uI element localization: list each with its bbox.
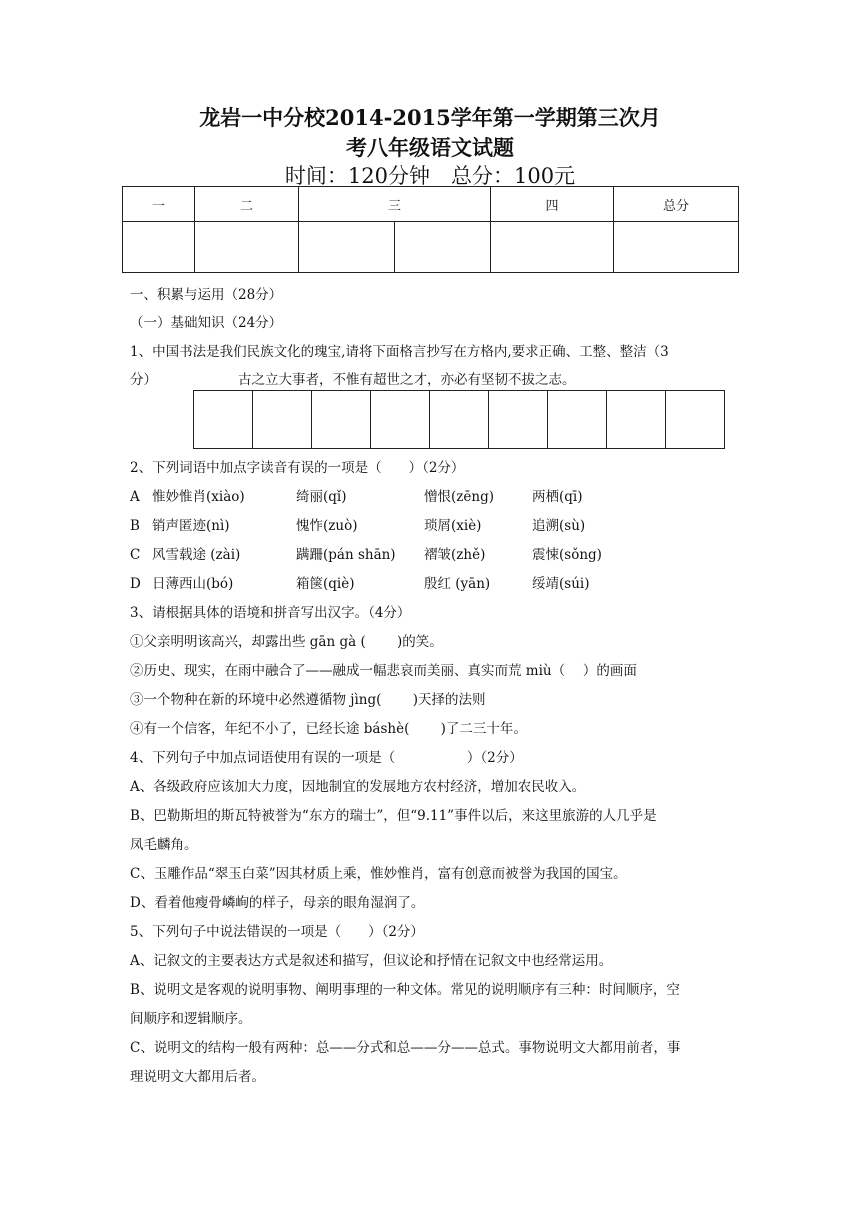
q4-option-b: B、巴勒斯坦的斯瓦特被誉为“东方的瑞士”，但“9.11”事件以后，来这里旅游的人几乎是 [130,808,657,824]
score-table [122,186,739,273]
score-header-total: 总分 [614,187,739,222]
q3-item-1: ①父亲明明该高兴，却露出些 gān gà ( )的笑。 [130,634,443,650]
option-label: D [130,576,141,592]
q5-stem: 5、下列句子中说法错误的一项是（ ）（2分） [130,924,424,940]
q2-stem: 2、下列词语中加点字读音有误的一项是（ ）（2分） [130,460,465,476]
grid-box[interactable] [252,390,312,449]
exam-title-line2: 考八年级语文试题 [346,135,514,160]
q5-option-c: C、说明文的结构一般有两种：总——分式和总——分——总式。事物说明文大都用前者，事 [130,1040,681,1056]
score-cell[interactable] [395,222,491,273]
grid-box[interactable] [193,390,253,449]
grid-box[interactable] [547,390,607,449]
score-cell[interactable] [614,222,739,273]
q4-option-c: C、玉雕作品“翠玉白菜”因其材质上乘，惟妙惟肖，富有创意而被誉为我国的国宝。 [130,866,627,882]
time-info: 时间：120分钟 总分：100元 [284,164,576,188]
option-item: 风雪载途 (zài) [152,547,241,563]
option-item: 殷红 (yān) [424,576,491,592]
q4-option-b-cont: 凤毛麟角。 [130,837,198,853]
grid-box[interactable] [429,390,489,449]
grid-box[interactable] [311,390,371,449]
option-item: 惟妙惟肖(xiào) [152,489,245,505]
option-item: 两栖(qī) [532,489,583,505]
score-cell[interactable] [195,222,299,273]
score-cell[interactable] [491,222,614,273]
q3-stem: 3、请根据具体的语境和拼音写出汉字。（4分） [130,605,411,621]
option-item: 绮丽(qǐ) [296,489,347,505]
option-label: B [130,518,140,534]
q5-option-c-cont: 理说明文大都用后者。 [130,1069,265,1085]
q5-option-a: A、记叙文的主要表达方式是叙述和描写，但议论和抒情在记叙文中也经常运用。 [130,953,613,969]
option-item: 日薄西山(bó) [152,576,234,592]
score-header-4: 四 [491,187,614,222]
option-label: C [130,547,141,563]
option-item: 憎恨(zēng) [424,489,494,505]
grid-box[interactable] [606,390,666,449]
exam-title-line1: 龙岩一中分校2014-2015学年第一学期第三次月 [199,105,661,130]
q4-stem: 4、下列句子中加点词语使用有误的一项是（ ）（2分） [130,750,523,766]
score-cell[interactable] [299,222,395,273]
score-header-3: 三 [299,187,491,222]
q3-item-2: ②历史、现实，在雨中融合了——融成一幅悲哀而美丽、真实而荒 miù（ ）的画面 [130,663,637,679]
option-item: 蹒跚(pán shān) [296,547,396,563]
q1-stem-cont: 分） [130,372,157,388]
grid-box[interactable] [488,390,548,449]
score-cell[interactable] [123,222,195,273]
option-item: 绥靖(súi) [532,576,590,592]
section-heading: 一、积累与运用（28分） [130,287,283,303]
option-item: 箱箧(qiè) [296,576,355,592]
handwriting-grid[interactable] [194,390,725,449]
option-label: A [130,489,140,505]
q3-item-4: ④有一个信客，年纪不小了，已经长途 báshè( )了二三十年。 [130,721,527,737]
grid-box[interactable] [665,390,725,449]
q4-option-d: D、看着他瘦骨嶙峋的样子，母亲的眼角湿润了。 [130,895,425,911]
score-header-2: 二 [195,187,299,222]
q1-quote: 古之立大事者，不惟有超世之才，亦必有坚韧不拔之志。 [238,372,576,388]
subsection-heading: （一）基础知识（24分） [130,315,283,331]
q5-option-b: B、说明文是客观的说明事物、阐明事理的一种文体。常见的说明顺序有三种：时间顺序，空 [130,982,680,998]
score-header-1: 一 [123,187,195,222]
q4-option-a: A、各级政府应该加大力度，因地制宜的发展地方农村经济，增加农民收入。 [130,779,586,795]
option-item: 愧怍(zuò) [296,518,358,534]
q3-item-3: ③一个物种在新的环境中必然遵循物 jìng( )天择的法则 [130,692,486,708]
option-item: 销声匿迹(nì) [152,518,230,534]
q1-stem: 1、中国书法是我们民族文化的瑰宝,请将下面格言抄写在方格内,要求正确、工整、整洁（3 [130,344,669,360]
option-item: 琐屑(xiè) [424,518,482,534]
option-item: 褶皱(zhě) [424,547,486,563]
grid-box[interactable] [370,390,430,449]
option-item: 震悚(sǒng) [532,547,602,563]
q5-option-b-cont: 间顺序和逻辑顺序。 [130,1011,252,1027]
option-item: 追溯(sù) [532,518,586,534]
